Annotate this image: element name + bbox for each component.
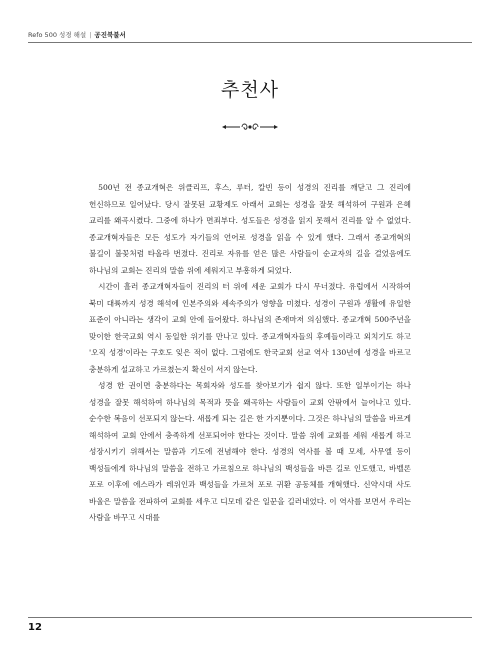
header-separator: | [89, 31, 92, 39]
flourish-divider-icon [222, 121, 278, 133]
foreword-body [89, 180, 411, 527]
paragraph: 500년 전 종교개혁은 위클리프, 후스, 루터, 칼빈 등이 성경의 진리를 깨닫고 그 진리에 헌신하므로 일어났다. 당시 잘못된 교황제도 아래서 교회는 성경을 잘못 해석하여 구원과 은혜 교리를 왜곡시켰다. 그중에 하나가 면죄부다. 성도들은 성경을 읽지 못해서 진리를 알 수 없었다. 종교개혁자들은 모든 성도가 자기들의 언어로 성경을 읽을 수 있게 했다. 그래서 종교개혁의 불길이 불꽃처럼 타올라 번졌다. 진리로 자유를 얻은 많은 사람들이 순교자의 길을 걸었음에도 하나님의 교회는 진리의 말씀 위에 세워지고 부흥하게 되었다. [89, 183, 411, 275]
page-title: 추천사 [220, 78, 280, 101]
header-rule [28, 42, 472, 43]
series-title: Refo 500 성경 해설 [28, 31, 87, 39]
running-header [28, 30, 126, 39]
title-ornament [0, 118, 500, 137]
publisher-name: 공진북불서 [94, 31, 126, 39]
paragraph: 성경 한 권이면 충분하다는 목회자와 성도를 찾아보기가 쉽지 않다. 또한 일부이기는 하나 성경을 잘못 해석하여 하나님의 목적과 뜻을 왜곡하는 사람들이 교회 안팎에서 늘어나고 있다. 순수한 복음이 선포되지 않는다. 새롭게 되는 길은 한 가지뿐이다. 그것은 하나님의 말씀을 바르게 해석하여 교회 안에서 충족하게 선포되어야 한다는 것이다. 말씀 위에 교회를 세워 새롭게 하고 성장시키기 위해서는 말씀과 기도에 전념해야 한다. 성경의 역사를 볼 때 모세, 사무엘 등이 백성들에게 하나님의 말씀을 전하고 가르침으로 하나님의 백성들을 바른 길로 인도했고, 바벨론 포로 이후에 에스라가 레위인과 백성들을 가르쳐 포로 귀환 공동체를 개혁했다. 신약시대 사도 바울은 말씀을 전파하여 교회를 세우고 디모데 같은 일꾼을 길러내었다. 이 역사를 보면서 우리는 사람을 바꾸고 시대를 [89, 381, 411, 522]
page-number: 12 [28, 622, 42, 633]
paragraph: 시간이 흘러 종교개혁자들이 진리의 터 위에 세운 교회가 다시 무너졌다. 유럽에서 시작하여 북미 대륙까지 성경 해석에 인본주의와 세속주의가 영향을 미쳤다. 성경이 구원과 생활에 유일한 표준이 아니라는 생각이 교회 안에 들어왔다. 하나님의 존재마저 의심했다. 종교개혁 500주년을 맞이한 한국교회 역시 동일한 위기를 만나고 있다. 종교개혁자들의 후예들이라고 외치기도 하고 '오직 성경'이라는 구호도 잊은 적이 없다. 그럼에도 한국교회 선교 역사 130년에 성경을 바르고 충분하게 설교하고 가르쳤는지 확신이 서지 않는다. [89, 282, 411, 374]
footer-rule [28, 617, 472, 618]
